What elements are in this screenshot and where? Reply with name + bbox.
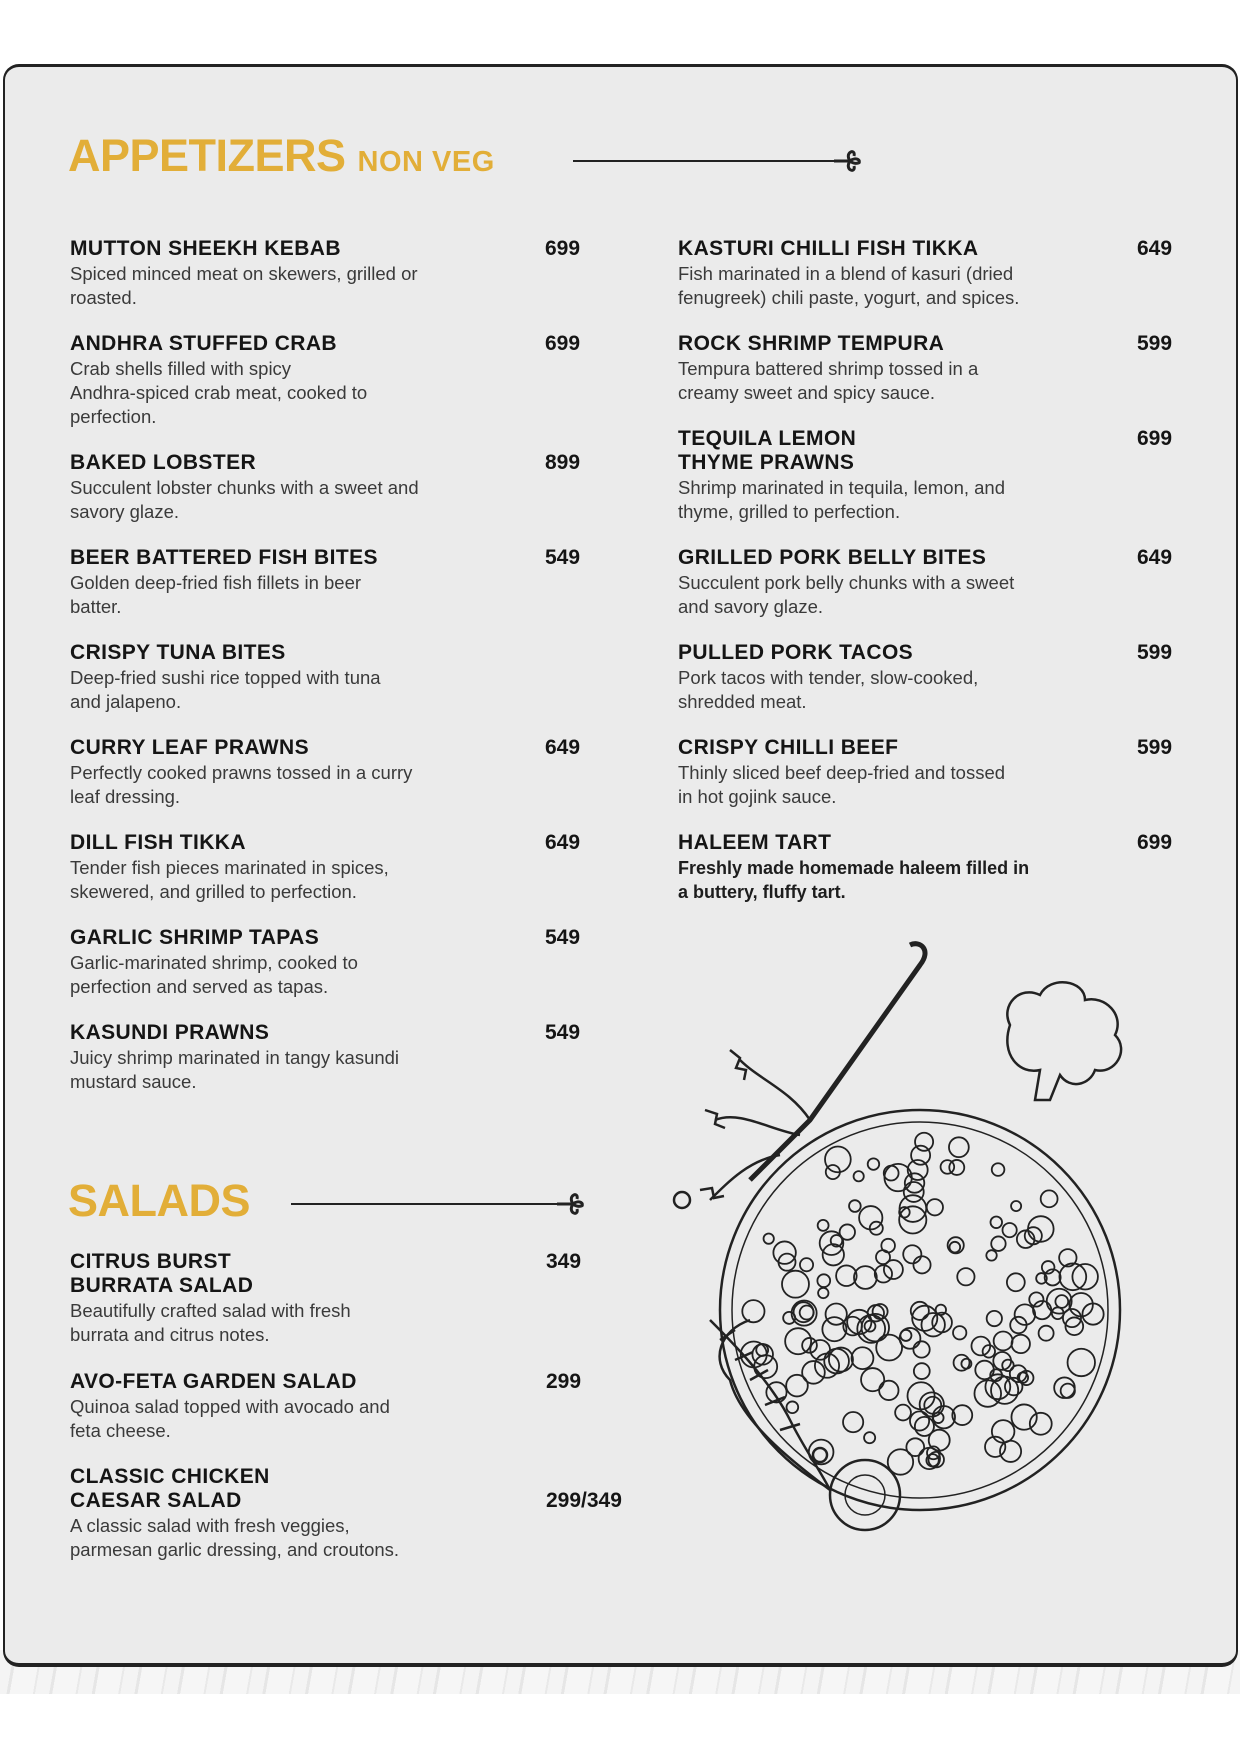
- salad-ingredient-mark: [852, 1347, 874, 1369]
- salad-ingredient-mark: [800, 1258, 813, 1271]
- menu-item-price: 699: [545, 332, 581, 355]
- salads-title: SALADS: [68, 1175, 251, 1226]
- menu-item-name: GRILLED PORK BELLY BITES: [678, 546, 987, 569]
- menu-item-price: 599: [1137, 332, 1173, 355]
- menu-item-description: Succulent lobster chunks with a sweet and savory glaze.: [70, 477, 419, 522]
- salad-ingredient-mark: [782, 1271, 809, 1298]
- salad-ingredient-mark: [949, 1137, 969, 1157]
- salads-divider-line: [291, 1203, 561, 1205]
- menu-item-description: Freshly made homemade haleem filled in a buttery, fluffy tart.: [678, 858, 1030, 902]
- menu-item-name: BAKED LOBSTER: [70, 451, 257, 474]
- salad-ingredient-mark: [810, 1340, 830, 1360]
- salad-ingredient-mark: [910, 1411, 929, 1430]
- salad-ingredient-mark: [915, 1133, 933, 1151]
- salad-ingredient-mark: [913, 1256, 930, 1273]
- menu-item: [70, 1021, 530, 1094]
- salad-ingredient-mark: [953, 1326, 966, 1339]
- salad-ingredient-mark: [994, 1331, 1013, 1350]
- salad-ingredient-mark: [876, 1335, 902, 1361]
- menu-item-name: ANDHRA STUFFED CRAB: [70, 332, 337, 355]
- menu-item-price: 649: [545, 736, 581, 759]
- menu-item-price: 699: [1137, 427, 1173, 450]
- menu-item: [678, 237, 1138, 310]
- menu-item-description: Thinly sliced beef deep-fried and tossed in hot gojink sauce.: [678, 762, 1006, 807]
- salad-ingredient-mark: [818, 1220, 829, 1231]
- salad-ingredient-mark: [908, 1382, 935, 1409]
- menu-item-name: ROCK SHRIMP TEMPURA: [678, 332, 945, 355]
- menu-item-price: 599: [1137, 736, 1173, 759]
- menu-item: [678, 641, 1138, 714]
- menu-item-price: 549: [545, 1021, 581, 1044]
- salad-ingredient-mark: [840, 1224, 855, 1239]
- menu-item-price: 299/349: [546, 1489, 622, 1512]
- salad-ingredient-mark: [990, 1217, 1002, 1229]
- menu-item-name: CURRY LEAF PRAWNS: [70, 736, 309, 759]
- salad-ingredient-mark: [929, 1430, 950, 1451]
- menu-item-description: Tender fish pieces marinated in spices, skewered, and grilled to perfection.: [70, 857, 389, 902]
- salad-ingredient-mark: [817, 1274, 830, 1287]
- salad-ingredient-mark: [861, 1368, 884, 1391]
- menu-item-name: HALEEM TART: [678, 831, 832, 854]
- menu-item: [70, 831, 530, 904]
- salad-ingredient-mark: [975, 1361, 994, 1380]
- salads-heading: [68, 1175, 250, 1227]
- salad-ingredient-mark: [1041, 1190, 1058, 1207]
- salad-ingredient-mark: [785, 1328, 811, 1354]
- salad-ingredient-mark: [822, 1317, 846, 1341]
- menu-item: [70, 641, 530, 714]
- salad-ingredient-mark: [1061, 1384, 1075, 1398]
- menu-item-description: Crab shells filled with spicy Andhra-spiced crab meat, cooked to perfection.: [70, 358, 368, 427]
- salad-ingredient-mark: [906, 1438, 924, 1456]
- menu-item-name: KASTURI CHILLI FISH TIKKA: [678, 237, 979, 260]
- menu-item-price: 649: [1137, 237, 1173, 260]
- salad-ingredient-mark: [1000, 1441, 1021, 1462]
- menu-item-price: 549: [545, 546, 581, 569]
- salad-ingredient-mark: [914, 1363, 930, 1379]
- salad-ingredient-mark: [1072, 1264, 1097, 1289]
- menu-item: [70, 332, 530, 429]
- menu-item-name: GARLIC SHRIMP TAPAS: [70, 926, 320, 949]
- menu-item-price: 899: [545, 451, 581, 474]
- menu-item: [70, 1465, 530, 1562]
- salad-ingredient-mark: [854, 1171, 864, 1181]
- salad-bowl-illustration: [670, 940, 1210, 1570]
- salad-ingredient-mark: [991, 1236, 1005, 1250]
- appetizers-title: APPETIZERS: [68, 130, 346, 181]
- salad-ingredient-mark: [911, 1146, 930, 1165]
- salad-ingredient-mark: [1068, 1349, 1095, 1376]
- salad-ingredient-mark: [802, 1361, 825, 1384]
- salad-ingredient-mark: [927, 1199, 943, 1215]
- salad-ingredient-mark: [913, 1341, 929, 1357]
- salad-ingredient-mark: [987, 1311, 1002, 1326]
- salad-ingredient-mark: [787, 1401, 799, 1413]
- menu-item-description: Juicy shrimp marinated in tangy kasundi mustard sauce.: [70, 1047, 400, 1092]
- menu-item-name: KASUNDI PRAWNS: [70, 1021, 270, 1044]
- menu-item-description: Golden deep-fried fish fillets in beer batter.: [70, 572, 362, 617]
- menu-item-description: Garlic-marinated shrimp, cooked to perfection and served as tapas.: [70, 952, 358, 997]
- menu-item-description: Tempura battered shrimp tossed in a creamy sweet and spicy sauce.: [678, 358, 979, 403]
- fleur-ornament-icon: [830, 146, 864, 176]
- salad-ingredient-mark: [924, 1397, 941, 1414]
- salad-ingredient-mark: [742, 1300, 764, 1322]
- salad-ingredient-mark: [773, 1241, 795, 1263]
- menu-item: [70, 736, 530, 809]
- salad-ingredient-mark: [957, 1268, 974, 1285]
- menu-item-name: CLASSIC CHICKEN CAESAR SALAD: [70, 1465, 270, 1512]
- heading-divider-line: [573, 160, 835, 162]
- salad-ingredient-mark: [843, 1412, 863, 1432]
- salad-ingredient-mark: [824, 1349, 849, 1374]
- menu-item-description: Deep-fried sushi rice topped with tuna and jalapeno.: [70, 667, 381, 712]
- salad-ingredient-mark: [1015, 1304, 1036, 1325]
- menu-item-price: 649: [545, 831, 581, 854]
- menu-item: [678, 332, 1138, 405]
- salad-ingredient-mark: [903, 1245, 921, 1263]
- menu-item-name: AVO-FETA GARDEN SALAD: [70, 1370, 357, 1393]
- salad-ingredient-mark: [1039, 1326, 1054, 1341]
- salad-ingredient-mark: [818, 1288, 828, 1298]
- menu-item: [678, 546, 1138, 619]
- menu-item-name: CRISPY TUNA BITES: [70, 641, 286, 664]
- menu-item-name: CITRUS BURST BURRATA SALAD: [70, 1250, 254, 1297]
- menu-item-name: MUTTON SHEEKH KEBAB: [70, 237, 341, 260]
- salad-ingredient-mark: [941, 1160, 955, 1174]
- salad-ingredient-mark: [986, 1250, 996, 1260]
- salad-ingredient-mark: [1055, 1295, 1068, 1308]
- menu-item-price: 699: [545, 237, 581, 260]
- menu-item-name: BEER BATTERED FISH BITES: [70, 546, 378, 569]
- menu-item-description: Beautifully crafted salad with fresh burrata and citrus notes.: [70, 1300, 351, 1345]
- salad-ingredient-mark: [895, 1405, 911, 1421]
- salad-ingredient-mark: [1054, 1377, 1075, 1398]
- salad-ingredient-mark: [1007, 1273, 1025, 1291]
- menu-item-price: 299: [546, 1370, 582, 1393]
- menu-item: [70, 1250, 530, 1347]
- menu-item: [70, 237, 530, 310]
- menu-item: [678, 831, 1138, 904]
- menu-item: [70, 926, 530, 999]
- salad-ingredient-mark: [1012, 1335, 1030, 1353]
- menu-item-price: 349: [546, 1250, 582, 1273]
- menu-item-description: Quinoa salad topped with avocado and feta cheese.: [70, 1396, 390, 1441]
- menu-item: [678, 427, 1138, 524]
- salad-ingredient-mark: [1029, 1292, 1043, 1306]
- menu-item-price: 699: [1137, 831, 1173, 854]
- menu-item-name: PULLED PORK TACOS: [678, 641, 914, 664]
- menu-item-description: Spiced minced meat on skewers, grilled or roasted.: [70, 263, 418, 308]
- menu-item: [70, 1370, 530, 1443]
- salad-ingredient-mark: [864, 1432, 875, 1443]
- salad-ingredient-mark: [778, 1254, 795, 1271]
- menu-item: [70, 546, 530, 619]
- salad-ingredient-mark: [868, 1158, 880, 1170]
- menu-item-description: Fish marinated in a blend of kasuri (dried fenugreek) chili paste, yogurt, and spices.: [678, 263, 1020, 308]
- menu-item-price: 649: [1137, 546, 1173, 569]
- menu-item-name: TEQUILA LEMON THYME PRAWNS: [678, 427, 857, 474]
- salad-ingredient-mark: [911, 1302, 929, 1320]
- salad-ingredient-mark: [900, 1330, 911, 1341]
- salad-ingredient-mark: [879, 1381, 898, 1400]
- menu-item-description: Succulent pork belly chunks with a sweet and savory glaze.: [678, 572, 1015, 617]
- fleur-ornament-icon: [553, 1189, 587, 1219]
- menu-item-name: CRISPY CHILLI BEEF: [678, 736, 899, 759]
- salad-ingredient-mark: [1030, 1413, 1052, 1435]
- menu-item-name: DILL FISH TIKKA: [70, 831, 246, 854]
- salad-ingredient-mark: [992, 1163, 1005, 1176]
- menu-item-price: 599: [1137, 641, 1173, 664]
- menu-item-description: A classic salad with fresh veggies, parmesan garlic dressing, and croutons.: [70, 1515, 400, 1560]
- salad-ingredient-mark: [849, 1200, 861, 1212]
- menu-item-description: Shrimp marinated in tequila, lemon, and thyme, grilled to perfection.: [678, 477, 1006, 522]
- salad-ingredient-mark: [1002, 1223, 1016, 1237]
- salad-ingredient-mark: [881, 1239, 895, 1253]
- salad-ingredient-mark: [899, 1206, 926, 1233]
- menu-item-price: 549: [545, 926, 581, 949]
- salad-ingredient-mark: [764, 1233, 774, 1243]
- menu-item: [70, 451, 530, 524]
- salad-ingredient-mark: [1011, 1201, 1021, 1211]
- menu-item-description: Pork tacos with tender, slow-cooked, shredded meat.: [678, 667, 979, 712]
- menu-item-description: Perfectly cooked prawns tossed in a curry leaf dressing.: [70, 762, 413, 807]
- appetizers-heading: [68, 130, 495, 182]
- appetizers-subtitle: NON VEG: [357, 146, 495, 178]
- menu-item: [678, 736, 1138, 809]
- salad-ingredient-mark: [854, 1266, 877, 1289]
